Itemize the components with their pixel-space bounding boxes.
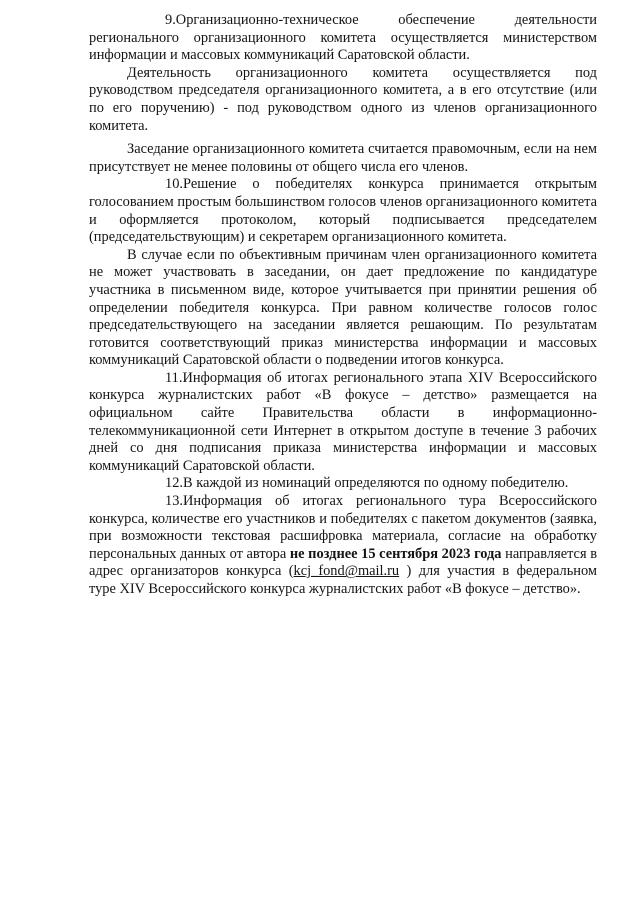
paragraph-12: [89, 475, 597, 493]
paragraph-9-quorum: Заседание организационного комитета считается правомочным, если на нем присутствует не менее половины от общего числа его членов.: [89, 141, 597, 175]
paragraph-13: [89, 493, 597, 599]
paragraph-11: [89, 370, 597, 476]
paragraph-number: 13.: [165, 493, 183, 510]
paragraph-text: Организационно-техническое обеспечение деятельности регионального организационного комитета осуществляется министерством информации и массовых коммуникаций Саратовской области.: [89, 12, 597, 64]
paragraph-text: В каждой из номинаций определяются по одному победителю.: [183, 475, 569, 492]
paragraph-10-absence: В случае если по объективным причинам член организационного комитета не может участвовать в заседании, он дает предложение по кандидатуре участника в письменном виде, которое учитывается при принятии решения об определении победителя конкурса. При равном количестве голосов голос председательствующего на заседании является решающим. По результатам готовится соответствующий приказ министерства информации и массовых коммуникаций Саратовской области о подведении итогов конкурса.: [89, 246, 597, 369]
paragraph-text-before: Информация об итогах регионального тура Всероссийского конкурса, количестве его участников и победителях с пакетом документов (заявка, при возможности текстовая расшифровка материала, согласие на обработку персональных данных от автора: [89, 493, 597, 562]
paragraph-9: [89, 12, 597, 65]
deadline-date: не позднее 15 сентября 2023 года: [289, 545, 502, 562]
paragraph-9-leadership: Деятельность организационного комитета осуществляется под руководством председателя организационного комитета, а в его отсутствие (или по его поручению) - под руководством одного из членов организационного комитета.: [89, 64, 597, 134]
paragraph-number: 11.: [165, 369, 183, 386]
document-page: [89, 12, 597, 599]
paragraph-text-after: ) для участия в федеральном туре XIV Всероссийского конкурса журналистских работ «В фокусе – детство».: [89, 563, 597, 597]
paragraph-number: 10.: [165, 176, 183, 193]
paragraph-10: [89, 176, 597, 246]
paragraph-number: 12.: [165, 475, 183, 492]
paragraph-number: 9.: [165, 12, 176, 28]
paragraph-text: Решение о победителях конкурса принимается открытым голосованием простым большинством голосов членов организационного комитета и оформляется протоколом, который подписывается председателем (председательствующим) и секретарем организационного комитета.: [89, 176, 597, 246]
contact-email-link[interactable]: kcj_fond@mail.ru: [293, 563, 400, 580]
paragraph-text: Информация об итогах регионального этапа XIV Всероссийского конкурса журналистских работ «В фокусе – детство» размещается на официальном сайте Правительства области в информационно-телекоммуникационной сети Интернет в открытом доступе в течение 3 рабочих дней со дня подписания приказа министерства информации и массовых коммуникаций Саратовской области.: [89, 369, 597, 474]
paragraph-text-middle: направляется в адрес организаторов конкурса (: [89, 545, 597, 580]
